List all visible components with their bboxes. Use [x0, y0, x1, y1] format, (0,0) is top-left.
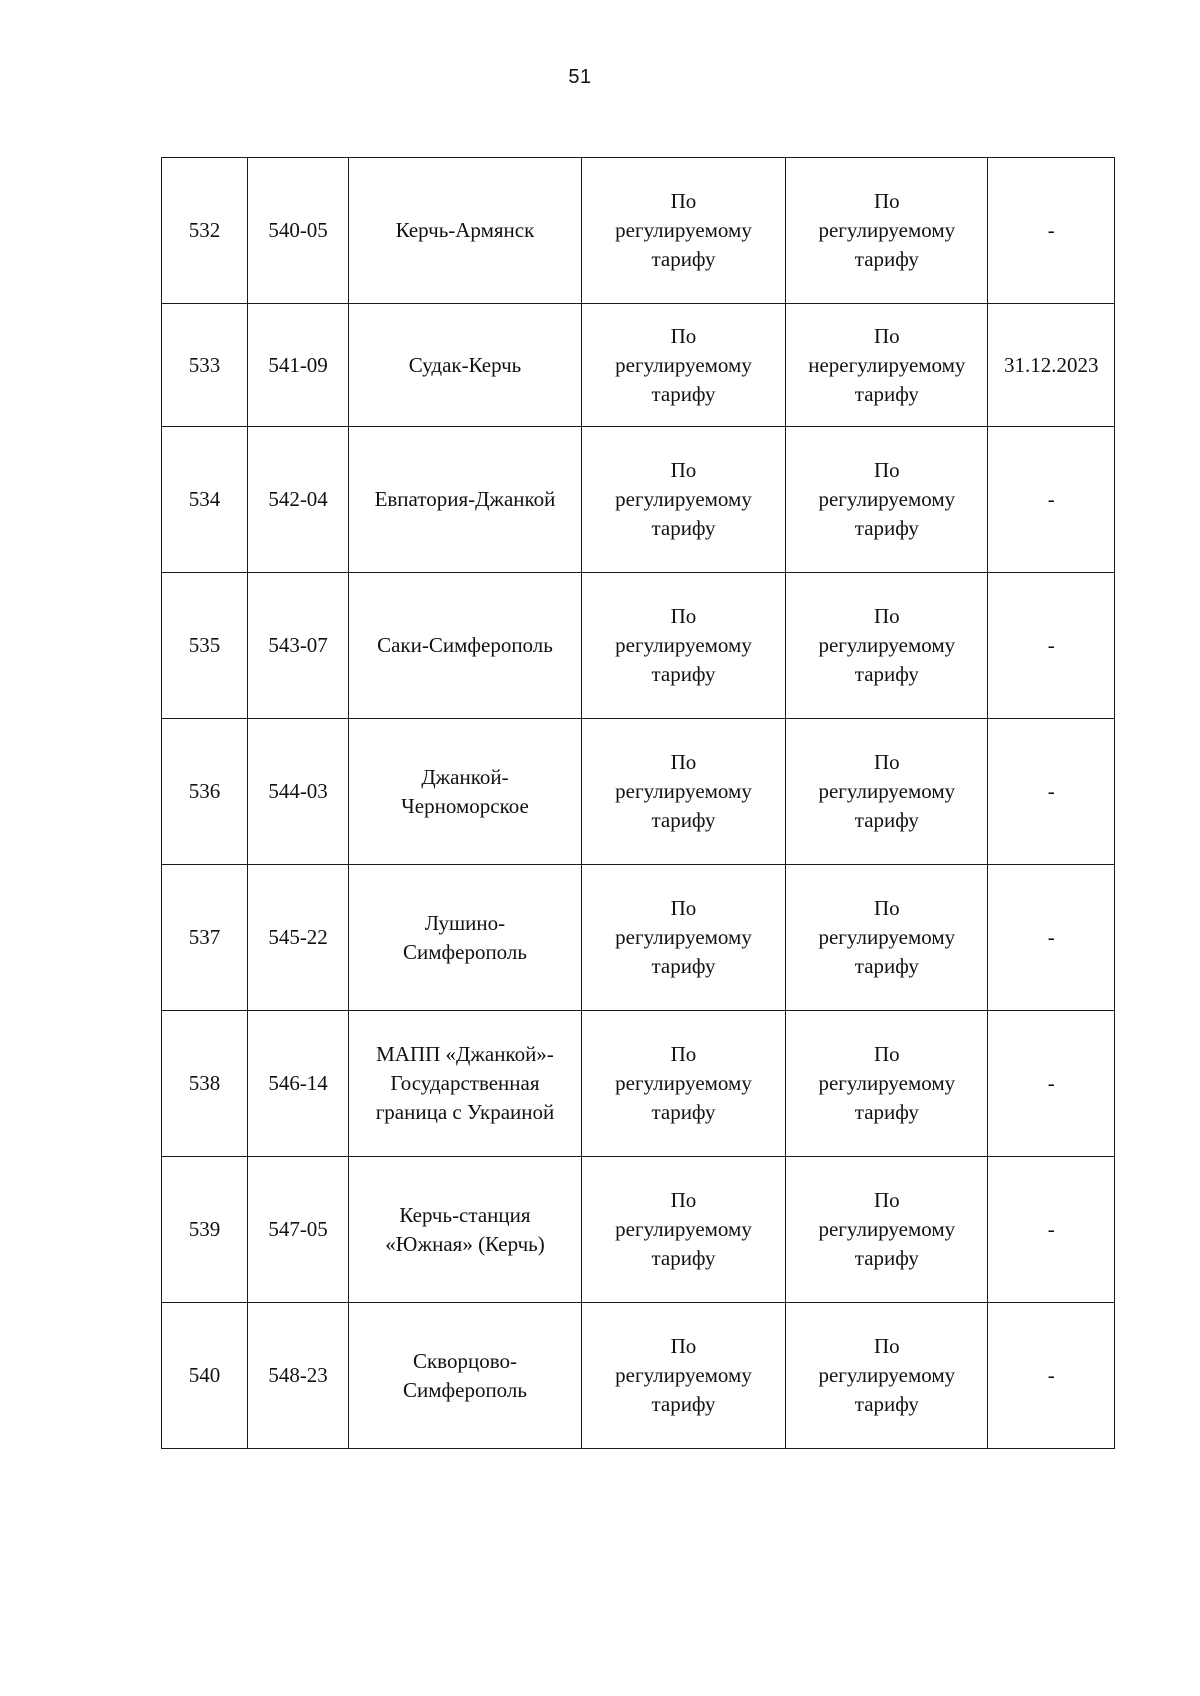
route-code-cell: 545-22	[247, 865, 348, 1011]
date-cell: -	[988, 719, 1115, 865]
route-name-cell: Керчь-Армянск	[349, 158, 582, 304]
route-code-cell: 547-05	[247, 1157, 348, 1303]
route-name-cell: Керчь-станция «Южная» (Керчь)	[349, 1157, 582, 1303]
tariff-a-cell: По регулируемому тарифу	[581, 1011, 785, 1157]
route-number-cell: 537	[162, 865, 248, 1011]
table-row	[162, 304, 1115, 427]
route-code-cell: 542-04	[247, 427, 348, 573]
table-row	[162, 1157, 1115, 1303]
date-cell: 31.12.2023	[988, 304, 1115, 427]
tariff-b-cell: По регулируемому тарифу	[786, 573, 988, 719]
route-code-cell: 548-23	[247, 1303, 348, 1449]
page-number: 51	[568, 66, 592, 88]
date-cell: -	[988, 427, 1115, 573]
table-row	[162, 865, 1115, 1011]
route-name-cell: МАПП «Джанкой»- Государственная граница с Украиной	[349, 1011, 582, 1157]
date-cell: -	[988, 1157, 1115, 1303]
route-number-cell: 533	[162, 304, 248, 427]
route-number-cell: 540	[162, 1303, 248, 1449]
table-row	[162, 158, 1115, 304]
route-name-cell: Судак-Керчь	[349, 304, 582, 427]
route-number-cell: 538	[162, 1011, 248, 1157]
tariff-a-cell: По регулируемому тарифу	[581, 865, 785, 1011]
date-cell: -	[988, 1303, 1115, 1449]
route-number-cell: 532	[162, 158, 248, 304]
tariff-b-cell: По регулируемому тарифу	[786, 1303, 988, 1449]
tariff-a-cell: По регулируемому тарифу	[581, 573, 785, 719]
date-cell: -	[988, 1011, 1115, 1157]
route-code-cell: 544-03	[247, 719, 348, 865]
routes-table	[161, 157, 1115, 1449]
route-name-cell: Джанкой- Черноморское	[349, 719, 582, 865]
route-name-cell: Лушино- Симферополь	[349, 865, 582, 1011]
route-number-cell: 536	[162, 719, 248, 865]
tariff-b-cell: По регулируемому тарифу	[786, 719, 988, 865]
tariff-a-cell: По регулируемому тарифу	[581, 304, 785, 427]
table-row	[162, 1011, 1115, 1157]
table-row	[162, 719, 1115, 865]
table-row	[162, 1303, 1115, 1449]
table-row	[162, 573, 1115, 719]
tariff-a-cell: По регулируемому тарифу	[581, 719, 785, 865]
route-name-cell: Евпатория-Джанкой	[349, 427, 582, 573]
tariff-b-cell: По регулируемому тарифу	[786, 158, 988, 304]
date-cell: -	[988, 865, 1115, 1011]
date-cell: -	[988, 573, 1115, 719]
tariff-a-cell: По регулируемому тарифу	[581, 427, 785, 573]
tariff-b-cell: По регулируемому тарифу	[786, 427, 988, 573]
tariff-b-cell: По регулируемому тарифу	[786, 1011, 988, 1157]
route-code-cell: 543-07	[247, 573, 348, 719]
tariff-a-cell: По регулируемому тарифу	[581, 158, 785, 304]
route-name-cell: Скворцово- Симферополь	[349, 1303, 582, 1449]
tariff-a-cell: По регулируемому тарифу	[581, 1303, 785, 1449]
route-code-cell: 541-09	[247, 304, 348, 427]
table-row	[162, 427, 1115, 573]
route-code-cell: 546-14	[247, 1011, 348, 1157]
route-number-cell: 539	[162, 1157, 248, 1303]
route-code-cell: 540-05	[247, 158, 348, 304]
tariff-b-cell: По нерегулируемому тарифу	[786, 304, 988, 427]
route-number-cell: 534	[162, 427, 248, 573]
date-cell: -	[988, 158, 1115, 304]
tariff-b-cell: По регулируемому тарифу	[786, 1157, 988, 1303]
route-number-cell: 535	[162, 573, 248, 719]
route-name-cell: Саки-Симферополь	[349, 573, 582, 719]
tariff-a-cell: По регулируемому тарифу	[581, 1157, 785, 1303]
tariff-b-cell: По регулируемому тарифу	[786, 865, 988, 1011]
